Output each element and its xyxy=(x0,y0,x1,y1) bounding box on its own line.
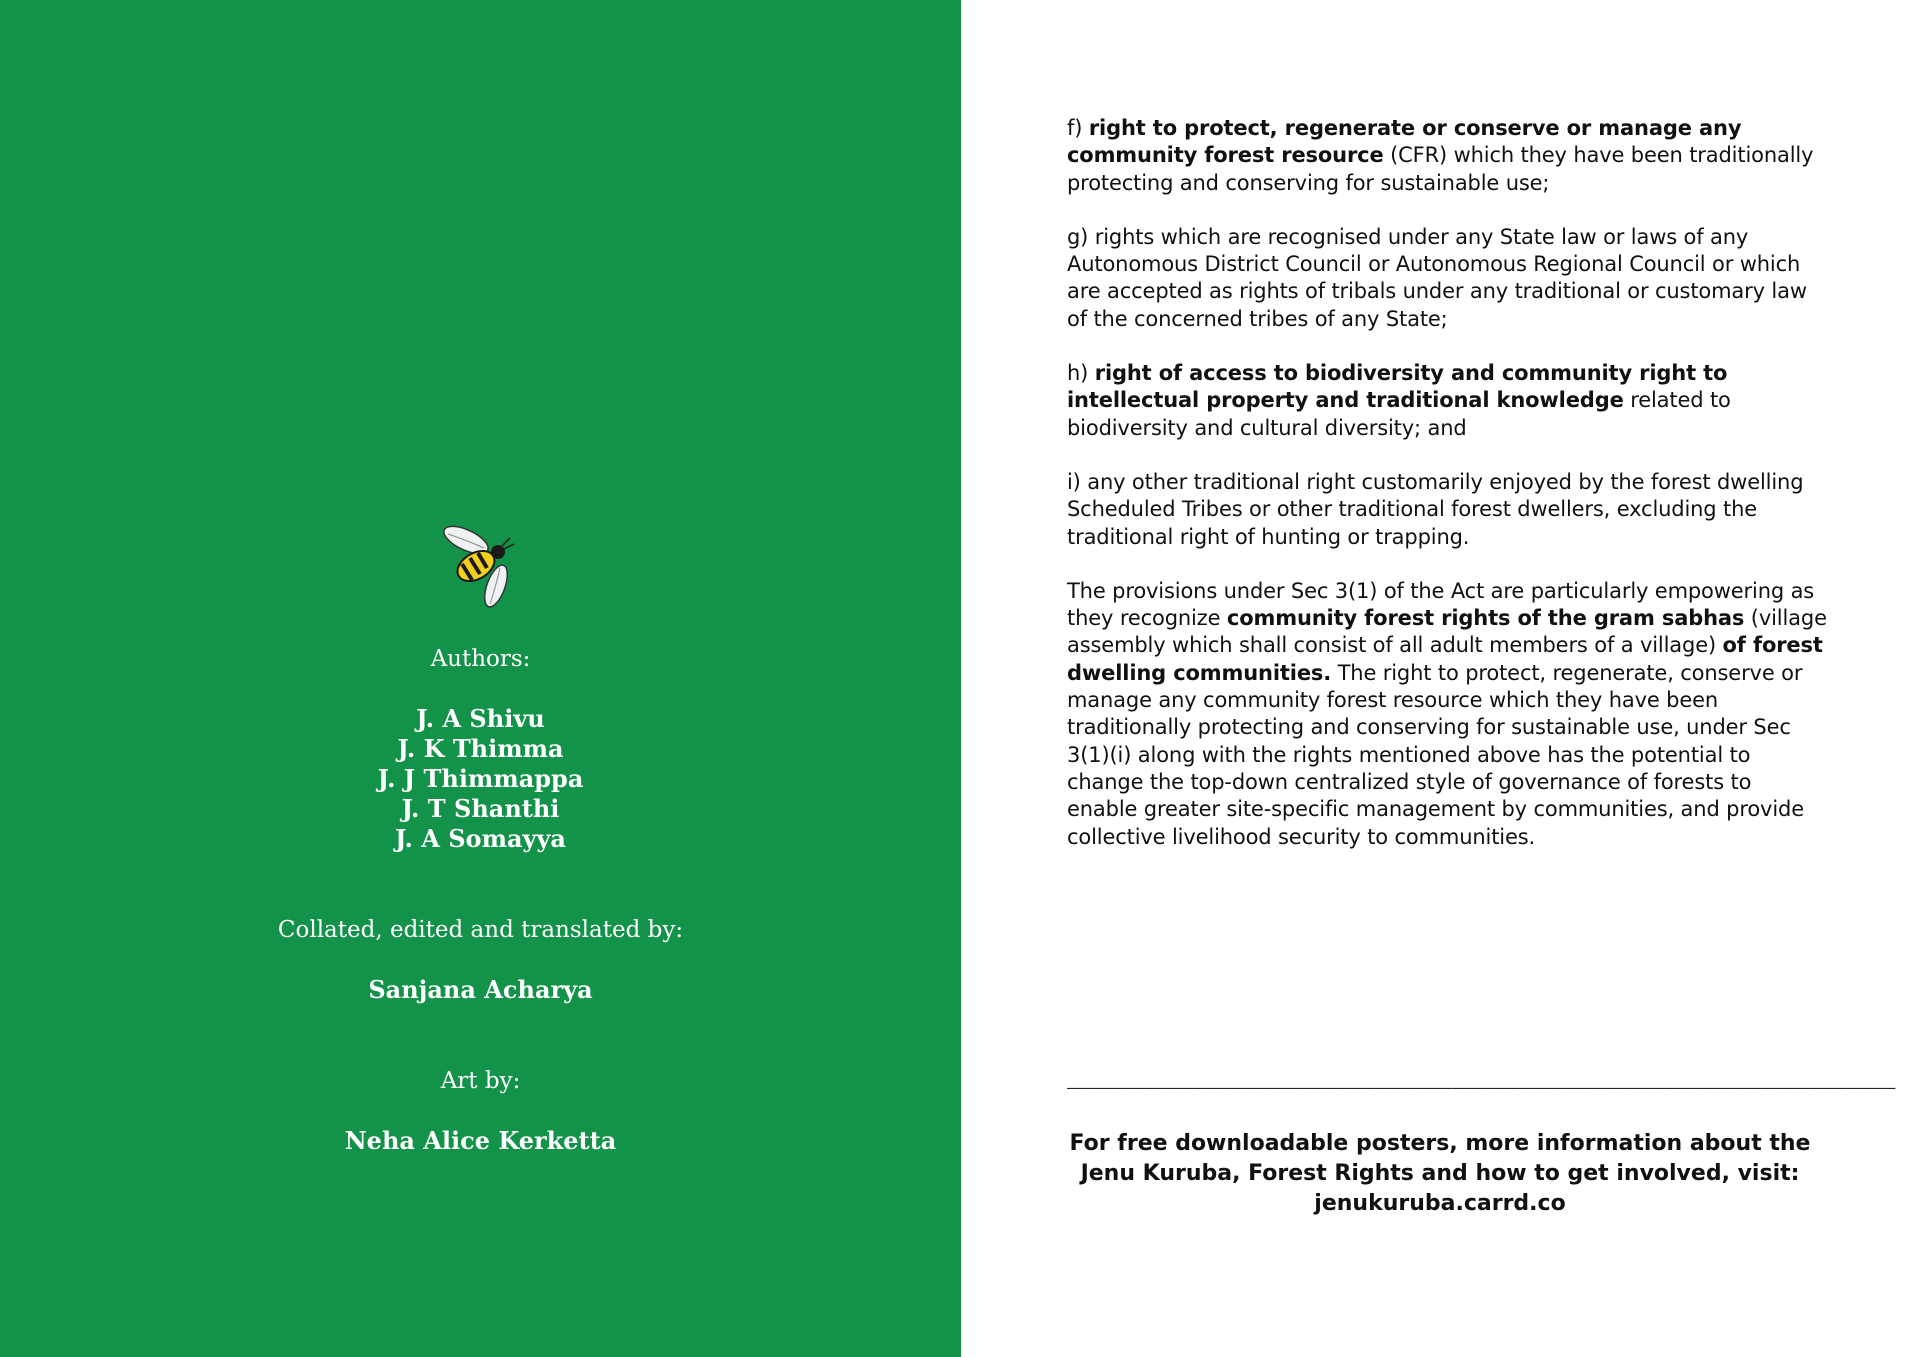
collated-label: Collated, edited and translated by: xyxy=(277,917,684,943)
para-f-prefix: f) xyxy=(1067,116,1089,140)
authors-label: Authors: xyxy=(430,646,531,672)
authors-list xyxy=(0,704,961,854)
author-name: J. A Somayya xyxy=(395,824,566,853)
author-name: J. J Thimmappa xyxy=(377,764,584,793)
collated-heading xyxy=(0,917,961,943)
paragraph-f xyxy=(1067,115,1827,197)
authors-heading xyxy=(0,646,961,672)
footer-line: Jenu Kuruba, Forest Rights and how to get involved, visit: xyxy=(1080,1161,1800,1186)
art-label: Art by: xyxy=(440,1068,521,1094)
artist-name: Neha Alice Kerketta xyxy=(344,1126,617,1155)
editor-name: Sanjana Acharya xyxy=(368,975,593,1004)
divider-line: —————————————————————————————————————————————————————————————————————————————————————— xyxy=(1067,1078,1896,1097)
bee-icon xyxy=(438,522,522,612)
paragraph-g: g) rights which are recognised under any State law or laws of any Autonomous District Council or Autonomous Regional Council or which are accepted as rights of tribals under any traditional or customary law of the concerned tribes of any State; xyxy=(1067,224,1807,331)
paragraph-provisions xyxy=(1067,578,1827,851)
author-name: J. T Shanthi xyxy=(401,794,560,823)
paragraph-i: i) any other traditional right customarily enjoyed by the forest dwelling Scheduled Tribes or other traditional forest dwellers, excluding the traditional right of hunting or trapping. xyxy=(1067,469,1804,549)
footer-note xyxy=(1067,1129,1813,1219)
para-h-prefix: h) xyxy=(1067,361,1095,386)
provisions-part1: The provisions under Sec 3(1) of the Act are particularly empowering as they recognize xyxy=(1067,578,1815,631)
para-h-bold: right of access to biodiversity and community right to intellectual property and traditional knowledge xyxy=(1067,361,1728,413)
author-name: J. A Shivu xyxy=(416,704,545,733)
para-f-rest: (CFR) which they have been traditionally protecting and conserving for sustainable use; xyxy=(1067,143,1814,195)
provisions-part3: The right to protect, regenerate, conserve or manage any community forest resource which they have been traditionally protecting and conserving for sustainable use, under Sec 3(1)(i) along with the rights mentioned above has the potential to change the top-down centralized style of governance of forests to enable greater site-specific management by communities, and provide collective livelihood security to communities. xyxy=(1067,660,1804,849)
footer-line: For free downloadable posters, more information about the xyxy=(1069,1131,1811,1156)
provisions-bold2: of forest dwelling communities. xyxy=(1067,633,1823,685)
rights-text xyxy=(1067,115,1827,878)
art-heading xyxy=(0,1068,961,1094)
provisions-part2: (village assembly which shall consist of all adult members of a village) xyxy=(1067,606,1827,658)
collated-name-block xyxy=(0,975,961,1005)
author-name: J. K Thimma xyxy=(397,734,564,763)
paragraph-h xyxy=(1067,360,1827,442)
provisions-bold1: community forest rights of the gram sabhas xyxy=(1226,606,1745,631)
para-f-bold: right to protect, regenerate or conserve or manage any community forest resource xyxy=(1067,116,1742,168)
para-h-rest: related to biodiversity and cultural diversity; and xyxy=(1067,388,1731,440)
art-name-block xyxy=(0,1126,961,1156)
footer-link[interactable]: jenukuruba.carrd.co xyxy=(1314,1191,1566,1216)
